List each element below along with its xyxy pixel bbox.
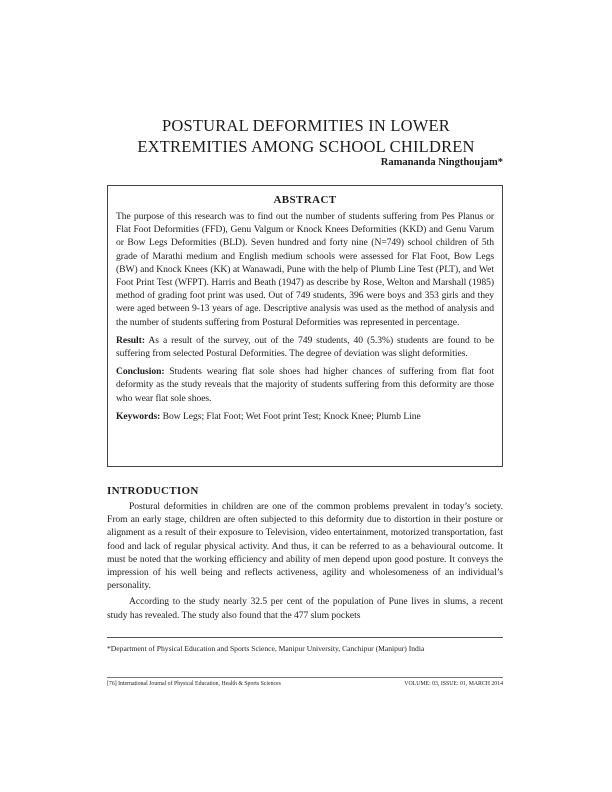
abstract-keywords bbox=[116, 410, 494, 423]
keywords-text: Bow Legs; Flat Foot; Wet Foot print Test; Knock Knee; Plumb Line bbox=[160, 410, 421, 422]
introduction-heading: INTRODUCTION bbox=[107, 485, 199, 497]
abstract-result bbox=[116, 334, 494, 360]
abstract-box bbox=[107, 185, 503, 467]
title-line-2: EXTREMITIES AMONG SCHOOL CHILDREN bbox=[137, 137, 475, 157]
title-line-1: POSTURAL DEFORMITIES IN LOWER bbox=[162, 116, 450, 136]
result-label: Result: bbox=[116, 334, 145, 346]
author-name: Ramananda Ningthoujam* bbox=[380, 157, 503, 168]
footer-divider bbox=[107, 677, 503, 678]
keywords-label: Keywords: bbox=[116, 410, 161, 422]
abstract-conclusion bbox=[116, 365, 494, 405]
abstract-heading: ABSTRACT bbox=[273, 194, 337, 206]
footnote-divider bbox=[107, 637, 503, 638]
abstract-body: The purpose of this research was to find out the number of students suffering from Pes Planus or Flat Foot Deformities (FFD), Genu Valgum or Knock Knees Deformities (KKD) and Genu Varum or Bow Legs Deformities (BLD). Seven hundred and forty nine (N=749) school children of 5th grade of Marathi medium and English medium schools were assessed for Flat Foot, Bow Legs (BW) and Knock Knees (KK) at Wanawadi, Pune with the help of Plumb Line Test (PLT), and Wet Foot Print Test (WFPT). Harris and Beath (1947) as describe by Rose, Welton and Marshall (1985) method of grading foot print was used. Out of 749 students, 396 were boys and 353 girls and they were aged between 9-13 years of age. Descriptive analysis was used as the method of analysis and the number of students suffering from Postural Deformities was represented in percentage. bbox=[116, 211, 494, 328]
result-text: As a result of the survey, out of the 749 students, 40 (5.3%) students are found to be suffering from selected Postural Deformities. The degree of deviation was slight deformities. bbox=[116, 334, 494, 360]
introduction-paragraph-2: According to the study nearly 32.5 per cent of the population of Pune lives in slums, a recent study has revealed. The study also found that the 477 slum pockets bbox=[107, 596, 503, 621]
introduction-body bbox=[107, 500, 503, 622]
paper-title bbox=[0, 115, 612, 157]
conclusion-label: Conclusion: bbox=[116, 366, 165, 378]
introduction-paragraph-1: Postural deformities in children are one of the common problems prevalent in today’s society. From an early stage, children are often subjected to this deformity due to distortion in their posture or alignment as a result of their exposure to Television, video entertainment, motorized transportation, fast food and lack of regular physical activity. And thus, it can be referred to as a behavioural outcome. It must be noted that the working efficiency and ability of men depend upon good posture. It conveys the impression of his well being and reflects activeness, agility and wholesomeness of an individual’s personality. bbox=[107, 501, 503, 592]
footer-journal: [76] International Journal of Physical Education, Health & Sports Sciences bbox=[107, 681, 281, 687]
conclusion-text: Students wearing flat sole shoes had higher chances of suffering from flat foot deformity as the study reveals that the majority of students suffering from this deformity are those who wear flat sole shoes. bbox=[116, 366, 494, 404]
footer-volume: VOLUME: 03, ISSUE: 01, MARCH 2014 bbox=[404, 681, 503, 687]
affiliation-footnote: *Department of Physical Education and Sports Science, Manipur University, Canchipur (Manipur) India bbox=[107, 644, 425, 653]
